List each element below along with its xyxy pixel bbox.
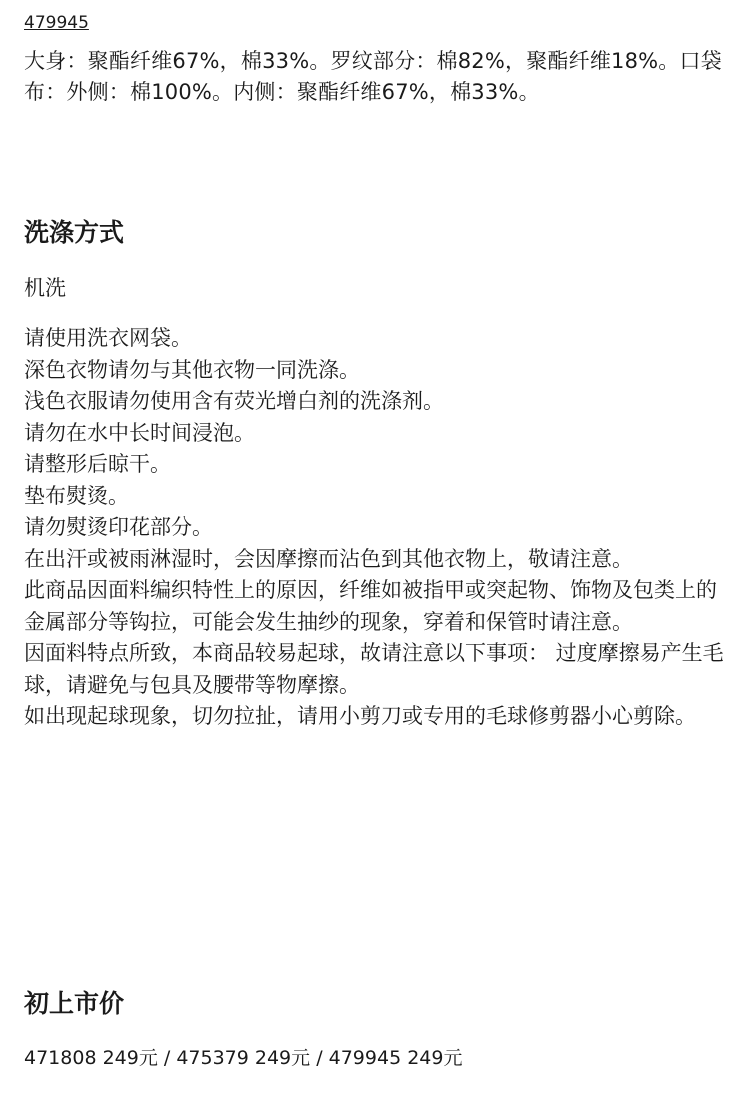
washing-method: 机洗 — [24, 276, 66, 300]
washing-heading: 洗涤方式 — [24, 218, 125, 247]
care-instruction: 深色衣物请勿与其他衣物一同洗涤。 — [24, 357, 360, 382]
care-instructions-list — [24, 323, 730, 733]
care-instruction: 因面料特点所致，本商品较易起球，故请注意以下事项： 过度摩擦易产生毛球，请避免与包具及腰带等物摩擦。 — [24, 641, 724, 697]
care-instruction: 请勿在水中长时间浸泡。 — [24, 420, 255, 445]
care-instruction: 在出汗或被雨淋湿时，会因摩擦而沾色到其他衣物上，敬请注意。 — [24, 546, 633, 571]
care-instruction: 请使用洗衣网袋。 — [24, 326, 192, 350]
material-composition: 大身：聚酯纤维67%，棉33%。罗纹部分：棉82%，聚酯纤维18%。口袋布：外侧：棉100%。内侧：聚酯纤维67%，棉33%。 — [24, 49, 722, 104]
care-instruction: 请整形后晾干。 — [24, 452, 171, 476]
care-instruction: 垫布熨烫。 — [24, 483, 129, 508]
care-instruction: 浅色衣服请勿使用含有荧光增白剂的洗涤剂。 — [24, 389, 444, 413]
care-instruction: 请勿熨烫印花部分。 — [24, 515, 213, 539]
price-heading: 初上市价 — [24, 989, 125, 1018]
product-id-link[interactable]: 479945 — [24, 13, 89, 33]
price-list: 471808 249元 / 475379 249元 / 479945 249元 — [24, 1047, 463, 1069]
care-instruction: 此商品因面料编织特性上的原因，纤维如被指甲或突起物、饰物及包类上的金属部分等钩拉，可能会发生抽纱的现象，穿着和保管时请注意。 — [24, 578, 717, 634]
care-instruction: 如出现起球现象，切勿拉扯，请用小剪刀或专用的毛球修剪器小心剪除。 — [24, 704, 696, 728]
